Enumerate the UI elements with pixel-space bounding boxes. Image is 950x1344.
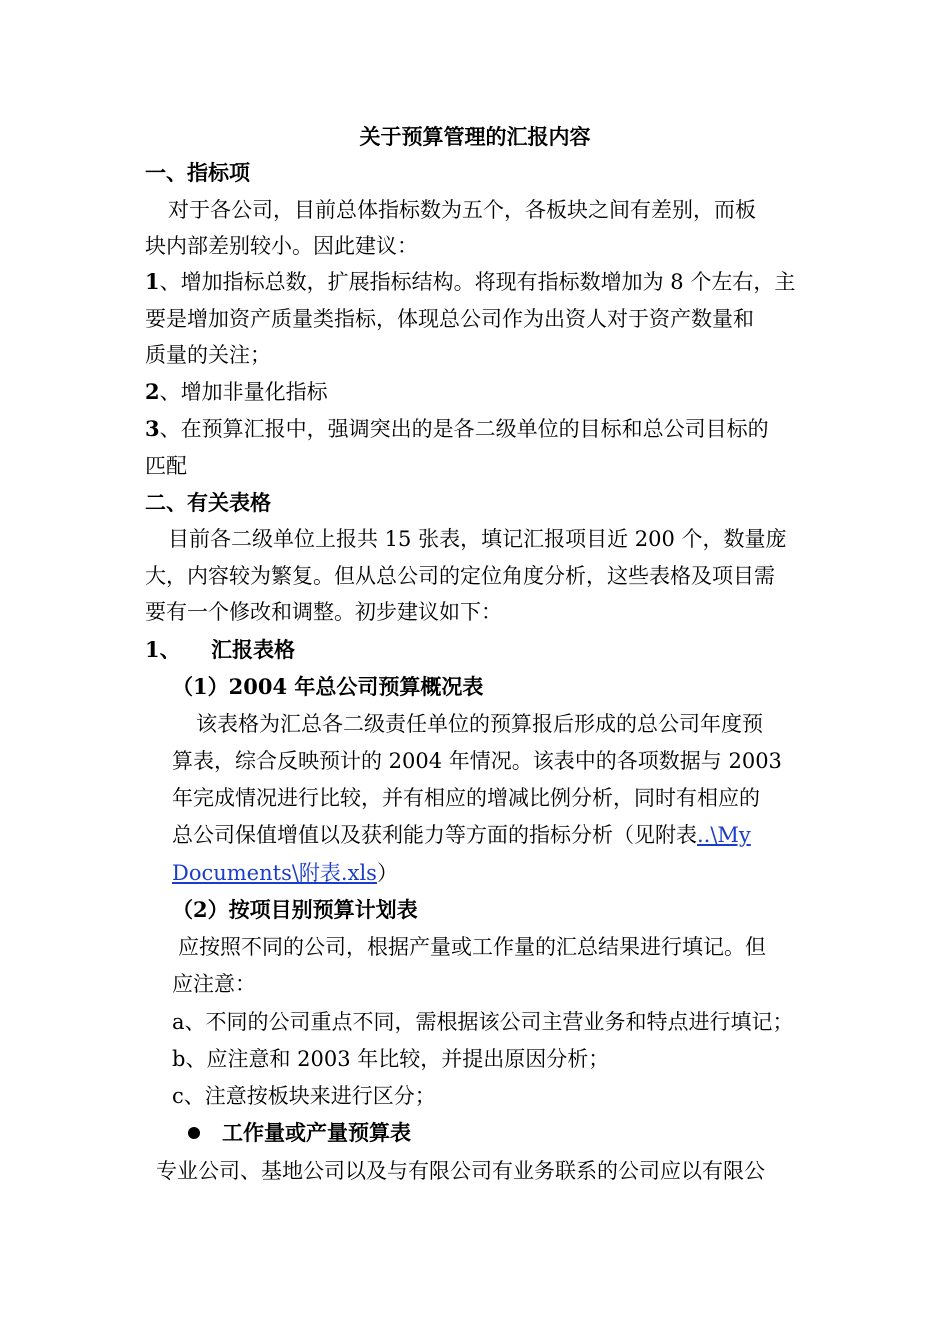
attachment-link[interactable]: ..\My [697, 823, 751, 847]
section-heading-indicators: 一、指标项 [145, 160, 250, 185]
paragraph-line: 要有一个修改和调整。初步建议如下： [145, 600, 502, 624]
paragraph-line [172, 821, 751, 849]
list-item-text: 、在预算汇报中，强调突出的是各二级单位的目标和总公司目标的 [159, 417, 769, 441]
paragraph-line: 质量的关注； [145, 343, 271, 367]
sub-heading-number: 1、 [145, 637, 181, 662]
list-item-number: 1 [145, 269, 160, 294]
list-item-text: 、增加非量化指标 [159, 380, 328, 404]
paragraph-line: 块内部差别较小。因此建议： [145, 234, 418, 258]
note-item-b: b、应注意和 2003 年比较，并提出原因分析； [172, 1047, 610, 1071]
paragraph-line: 年完成情况进行比较，并有相应的增减比例分析，同时有相应的 [172, 786, 760, 810]
paragraph-line: 应按照不同的公司，根据产量或工作量的汇总结果进行填记。但 [178, 935, 766, 959]
paragraph-text: 总公司保值增值以及获利能力等方面的指标分析（见附表 [172, 823, 697, 847]
paragraph-line: 大，内容较为繁复。但从总公司的定位角度分析，这些表格及项目需 [145, 564, 775, 588]
list-item-number: 3 [145, 416, 160, 441]
section-heading-tables: 二、有关表格 [145, 490, 271, 515]
page-title: 关于预算管理的汇报内容 [359, 124, 591, 149]
note-item-c: c、注意按板块来进行区分； [172, 1084, 436, 1108]
list-item [145, 378, 328, 406]
paragraph-line: 专业公司、基地公司以及与有限公司有业务联系的公司应以有限公 [156, 1159, 765, 1183]
bullet-title: 工作量或产量预算表 [222, 1120, 411, 1145]
paragraph-line: 目前各二级单位上报共 15 张表，填记汇报项目近 200 个，数量庞 [168, 527, 787, 551]
list-item [145, 268, 795, 296]
paragraph-text: ） [376, 861, 398, 885]
sub-heading-report-tables: 汇报表格 [211, 637, 295, 662]
bullet-icon [188, 1127, 200, 1139]
bullet-item [188, 1119, 411, 1147]
note-item-a: a、不同的公司重点不同，需根据该公司主营业务和特点进行填记； [172, 1010, 794, 1034]
list-item-text: 、增加指标总数，扩展指标结构。将现有指标数增加为 8 个左右，主 [159, 270, 796, 294]
attachment-link[interactable]: Documents\附表.xls [172, 861, 377, 885]
paragraph-line: 该表格为汇总各二级责任单位的预算报后形成的总公司年度预 [196, 712, 763, 736]
paragraph-line: 对于各公司，目前总体指标数为五个，各板块之间有差别，而板 [168, 198, 756, 222]
table1-heading: （1）2004 年总公司预算概况表 [172, 674, 484, 699]
paragraph-line: 匹配 [145, 454, 187, 478]
list-item-number: 2 [145, 379, 160, 404]
table2-heading: （2）按项目别预算计划表 [172, 897, 418, 922]
paragraph-line [172, 859, 398, 887]
list-item [145, 415, 769, 443]
paragraph-line: 要是增加资产质量类指标，体现总公司作为出资人对于资产数量和 [145, 307, 754, 331]
paragraph-line: 应注意： [172, 972, 256, 996]
paragraph-line: 算表，综合反映预计的 2004 年情况。该表中的各项数据与 2003 [172, 749, 782, 773]
